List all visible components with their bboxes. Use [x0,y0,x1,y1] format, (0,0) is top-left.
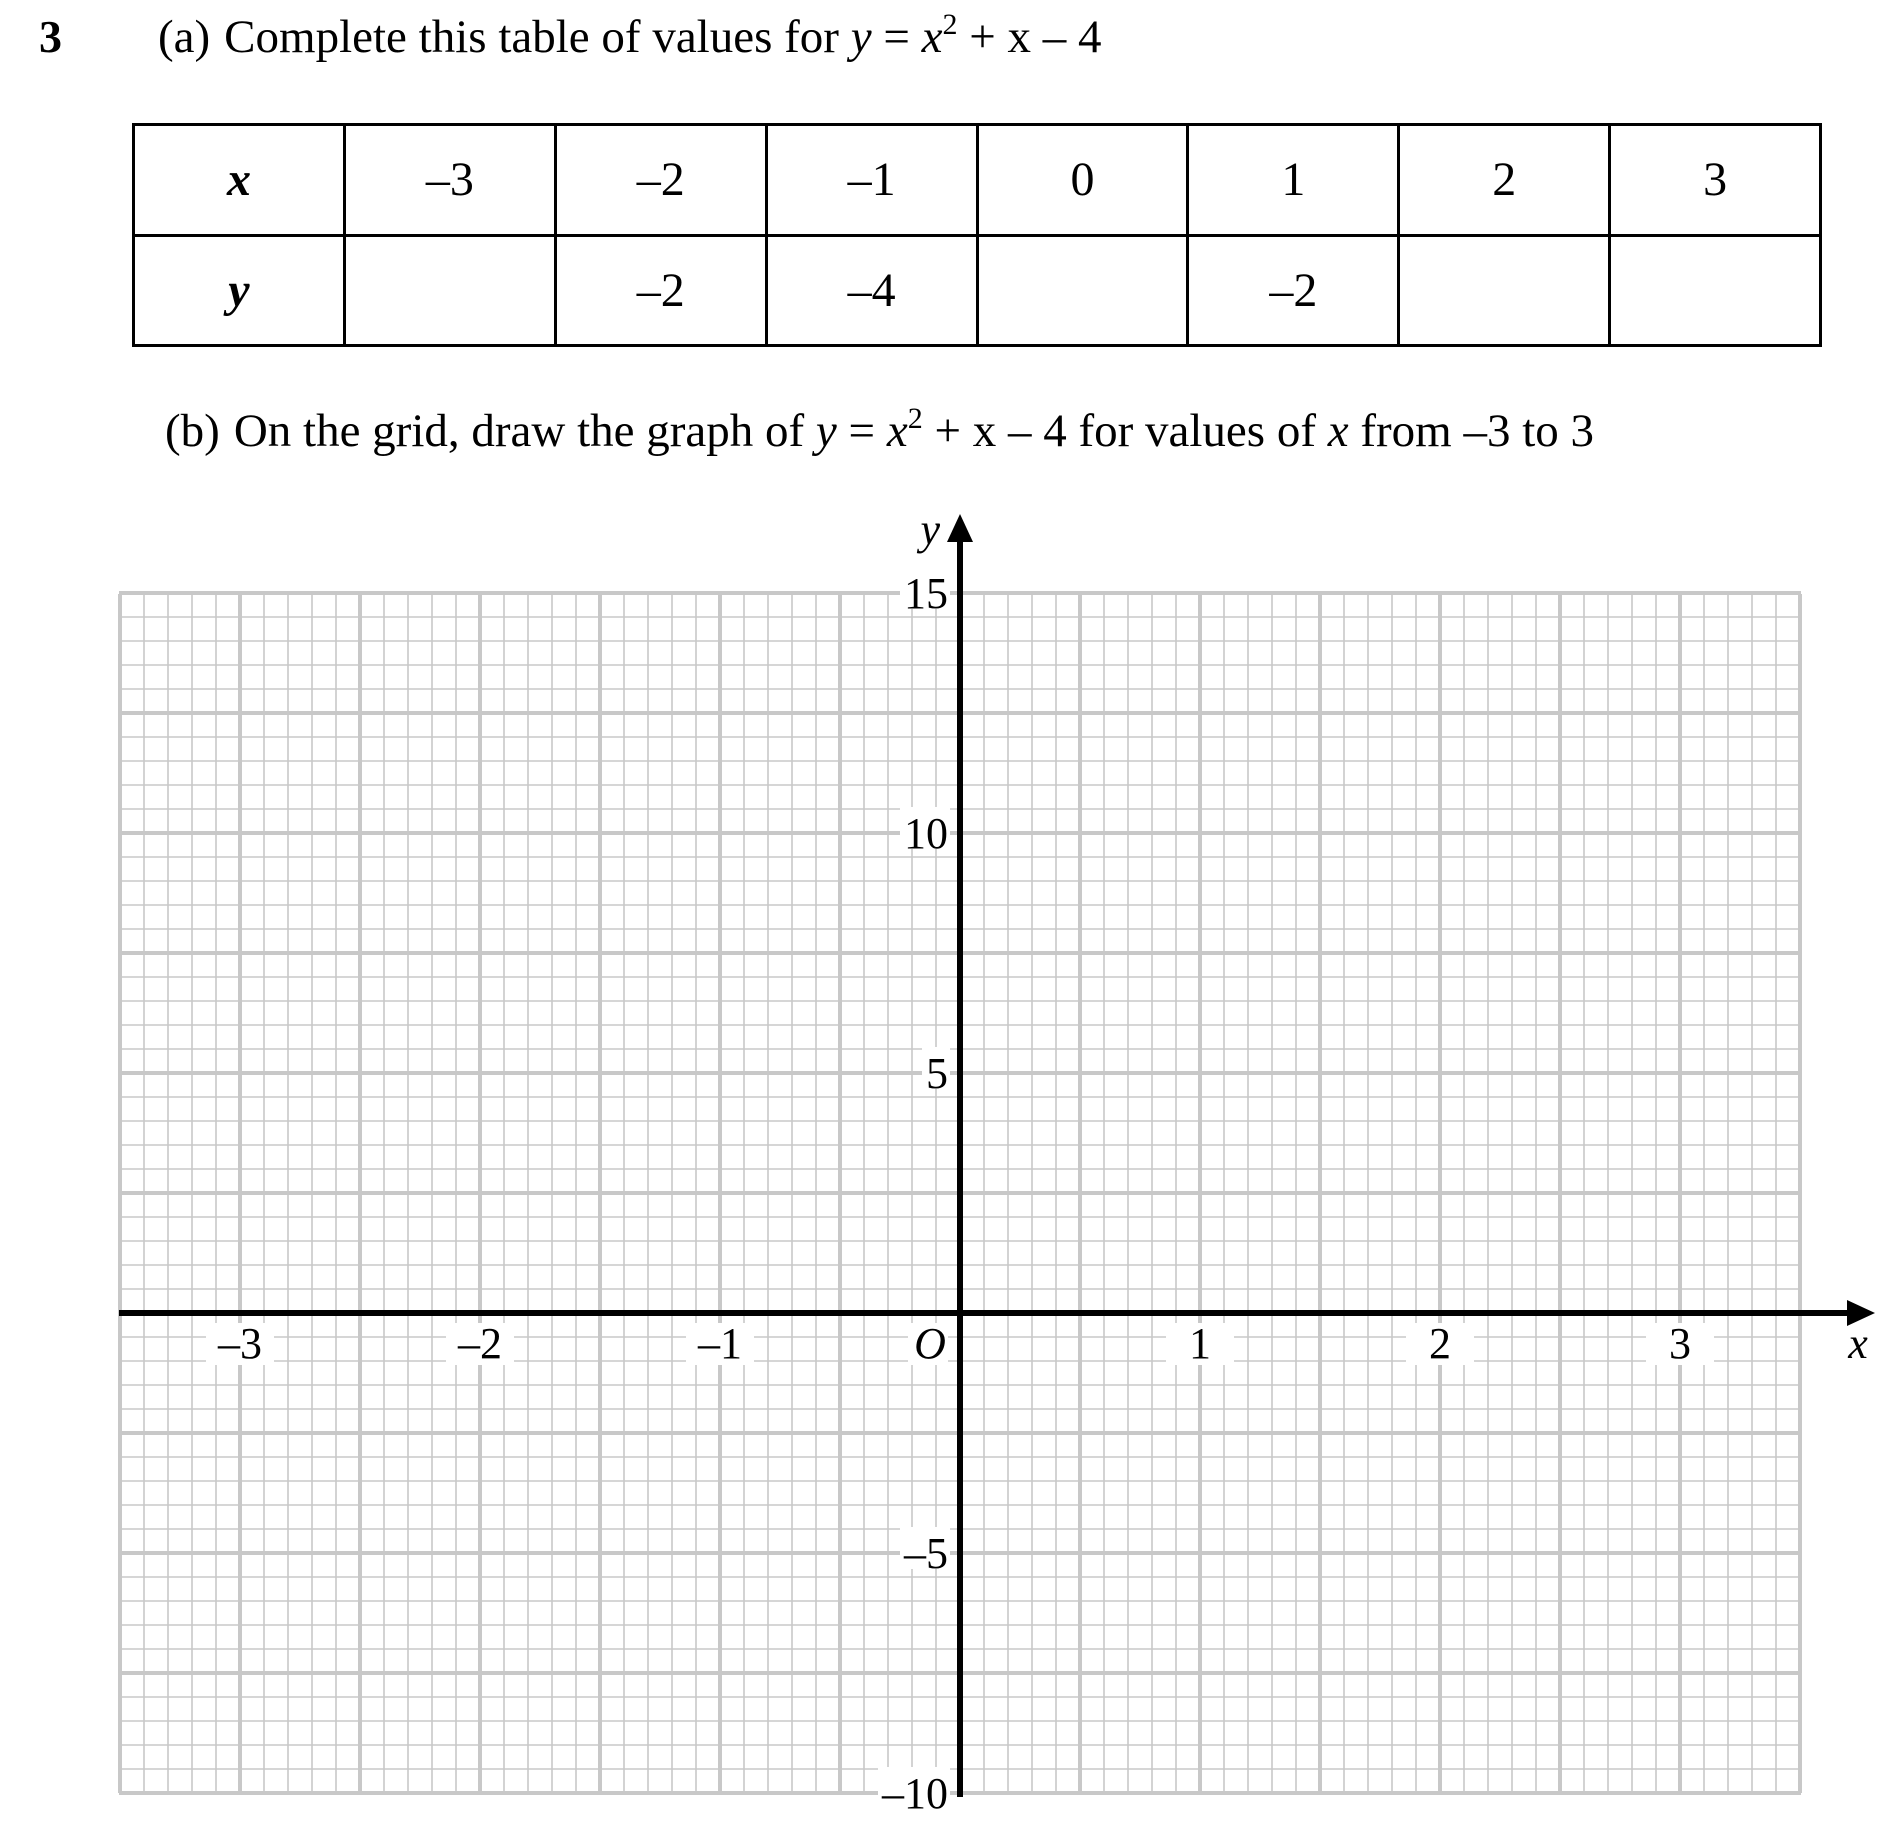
table-cell-x: –3 [344,125,555,236]
table-header-y: y [134,235,345,346]
part-a-prompt [158,8,1102,63]
axes [119,514,1875,1797]
y-axis-label: y [920,505,940,554]
graph-grid[interactable] [0,500,1885,1841]
question-number: 3 [39,11,62,62]
part-a-eq-lhs: y [850,11,872,63]
table-cell-x: 0 [977,125,1188,236]
part-b-eq-lhs: y [815,405,837,457]
part-b-tail-post: from –3 to 3 [1348,405,1595,457]
x-tick-label: –2 [458,1319,502,1368]
y-tick-label: 15 [904,569,948,618]
part-a-text: Complete this table of values for [224,11,839,63]
part-b-prompt [165,402,1595,457]
part-b-eq-exponent: 2 [907,402,923,435]
y-axis-arrow-icon [947,514,973,542]
y-tick-label: –10 [882,1769,948,1818]
x-tick-label: –1 [698,1319,742,1368]
part-a-label: (a) [158,11,211,63]
part-a-eq-exponent: 2 [942,8,958,41]
x-tick-label: –3 [218,1319,262,1368]
part-b-eq-base: x [886,405,908,457]
table-cell-x: 3 [1610,125,1821,236]
table-row-y [134,235,1821,346]
table-cell-x: 1 [1188,125,1399,236]
x-tick-label: 3 [1669,1319,1691,1368]
table-cell-y: –2 [1188,235,1399,346]
part-a-eq-rest: + x – 4 [957,11,1102,63]
part-b-eq-rest: + x – 4 [922,405,1067,457]
x-axis-label: x [1848,1319,1868,1368]
y-tick-label: 10 [904,809,948,858]
part-b-tail-var: x [1327,405,1349,457]
table-of-values [132,123,1822,347]
table-header-x: x [134,125,345,236]
table-cell-y-answer[interactable] [344,235,555,346]
table-cell-y-answer[interactable] [977,235,1188,346]
y-tick-label: –5 [904,1529,948,1578]
table-cell-x: –1 [766,125,977,236]
part-a-eq-sign: = [871,11,922,63]
table-cell-y-answer[interactable] [1610,235,1821,346]
part-b-label: (b) [165,405,220,457]
part-b-eq-sign: = [836,405,887,457]
y-tick-label: 5 [926,1049,948,1098]
table-cell-x: 2 [1399,125,1610,236]
table-row-x [134,125,1821,236]
table-cell-y: –4 [766,235,977,346]
part-b-tail-pre: for values of [1066,405,1328,457]
table-cell-y-answer[interactable] [1399,235,1610,346]
part-a-eq-base: x [921,11,943,63]
table-cell-x: –2 [555,125,766,236]
origin-label: O [914,1319,946,1368]
part-b-text: On the grid, draw the graph of [233,405,805,457]
x-tick-label: 1 [1189,1319,1211,1368]
x-tick-label: 2 [1429,1319,1451,1368]
table-cell-y: –2 [555,235,766,346]
